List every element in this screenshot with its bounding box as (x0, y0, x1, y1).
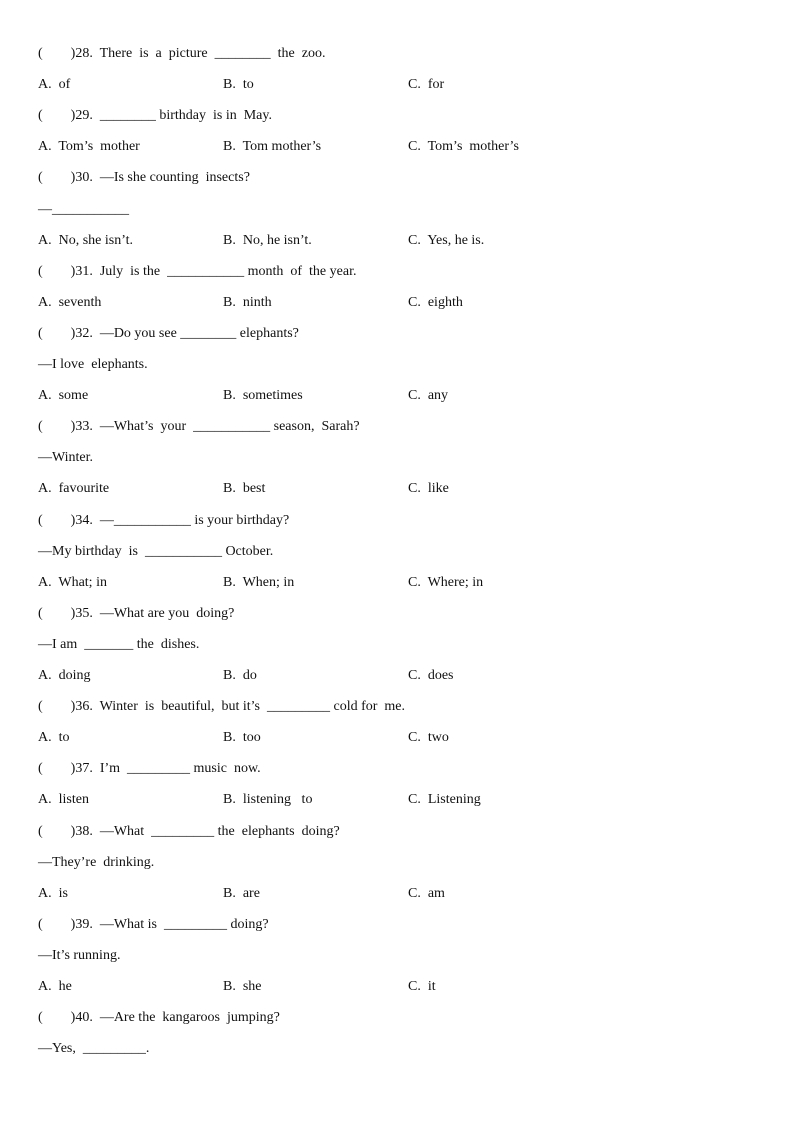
question-stem: ( )31. July is the ___________ month of the year. (38, 263, 357, 279)
option-c[interactable]: C. Yes, he is. (408, 232, 485, 248)
option-a[interactable]: A. of (38, 77, 71, 93)
option-a[interactable]: A. listen (38, 792, 89, 808)
option-a[interactable]: A. he (38, 979, 72, 994)
question-stem: ( )32. —Do you see ________ elephants? (38, 325, 299, 341)
question-stem: ( )30. —Is she counting insects? (38, 170, 250, 186)
option-a[interactable]: A. to (38, 730, 70, 746)
option-a[interactable]: A. Tom’s mother (38, 139, 140, 155)
option-a[interactable]: A. favourite (38, 481, 110, 497)
option-a[interactable]: A. seventh (38, 294, 102, 310)
question-dialogue-line: —___________ (38, 201, 129, 217)
option-c[interactable]: C. Where; in (408, 574, 484, 590)
option-c[interactable]: C. two (408, 730, 449, 746)
option-c[interactable]: C. it (408, 979, 436, 994)
question-stem: ( )40. —Are the kangaroos jumping? (38, 1010, 280, 1026)
option-b[interactable]: B. No, he isn’t. (223, 232, 312, 248)
option-c[interactable]: C. does (408, 668, 454, 683)
answer-options-row (38, 728, 758, 748)
answer-options-row (38, 75, 758, 95)
answer-options-row (38, 386, 758, 406)
answer-options-row (38, 790, 758, 810)
option-b[interactable]: B. sometimes (223, 388, 303, 404)
question-stem: ( )29. ________ birthday is in May. (38, 108, 272, 124)
option-c[interactable]: C. am (408, 885, 445, 901)
option-c[interactable]: C. for (408, 77, 445, 93)
answer-options-row (38, 884, 758, 904)
answer-options-row (38, 573, 758, 593)
option-a[interactable]: A. What; in (38, 574, 107, 590)
option-c[interactable]: C. any (408, 388, 449, 404)
question-stem: ( )35. —What are you doing? (38, 605, 235, 621)
option-b[interactable]: B. listening to (223, 792, 313, 808)
question-stem: ( )33. —What’s your ___________ season, Sarah? (38, 419, 360, 435)
option-b[interactable]: B. When; in (223, 574, 295, 590)
option-b[interactable]: B. are (223, 885, 260, 901)
option-c[interactable]: C. eighth (408, 294, 463, 310)
option-b[interactable]: B. Tom mother’s (223, 139, 322, 155)
answer-options-row (38, 231, 758, 251)
question-dialogue-line: —I am _______ the dishes. (38, 636, 200, 652)
question-stem: ( )34. —___________ is your birthday? (38, 512, 290, 528)
option-b[interactable]: B. best (223, 481, 266, 497)
question-dialogue-line: —Winter. (38, 450, 94, 466)
question-dialogue-line: —It’s running. (38, 947, 121, 963)
option-b[interactable]: B. she (223, 979, 262, 994)
option-c[interactable]: C. like (408, 481, 449, 497)
question-stem: ( )28. There is a picture ________ the zoo. (38, 46, 326, 61)
answer-options-row (38, 977, 758, 997)
question-stem: ( )39. —What is _________ doing? (38, 916, 269, 932)
question-dialogue-line: —I love elephants. (38, 357, 148, 372)
option-b[interactable]: B. do (223, 668, 257, 683)
question-dialogue-line: —They’re drinking. (38, 854, 155, 870)
answer-options-row (38, 137, 758, 157)
question-stem: ( )36. Winter is beautiful, but it’s _________ cold for me. (38, 699, 406, 715)
option-a[interactable]: A. No, she isn’t. (38, 232, 134, 248)
question-dialogue-line: —Yes, _________. (38, 1041, 150, 1057)
option-c[interactable]: C. Listening (408, 792, 481, 808)
question-stem: ( )38. —What _________ the elephants doing? (38, 823, 340, 839)
option-b[interactable]: B. ninth (223, 294, 272, 310)
option-a[interactable]: A. doing (38, 668, 91, 683)
option-b[interactable]: B. too (223, 730, 261, 746)
option-b[interactable]: B. to (223, 77, 254, 93)
answer-options-row (38, 293, 758, 313)
option-c[interactable]: C. Tom’s mother’s (408, 139, 519, 155)
option-a[interactable]: A. some (38, 388, 89, 404)
question-stem: ( )37. I’m _________ music now. (38, 761, 261, 777)
answer-options-row (38, 479, 758, 499)
option-a[interactable]: A. is (38, 885, 68, 901)
question-dialogue-line: —My birthday is ___________ October. (38, 543, 274, 559)
answer-options-row (38, 666, 758, 686)
